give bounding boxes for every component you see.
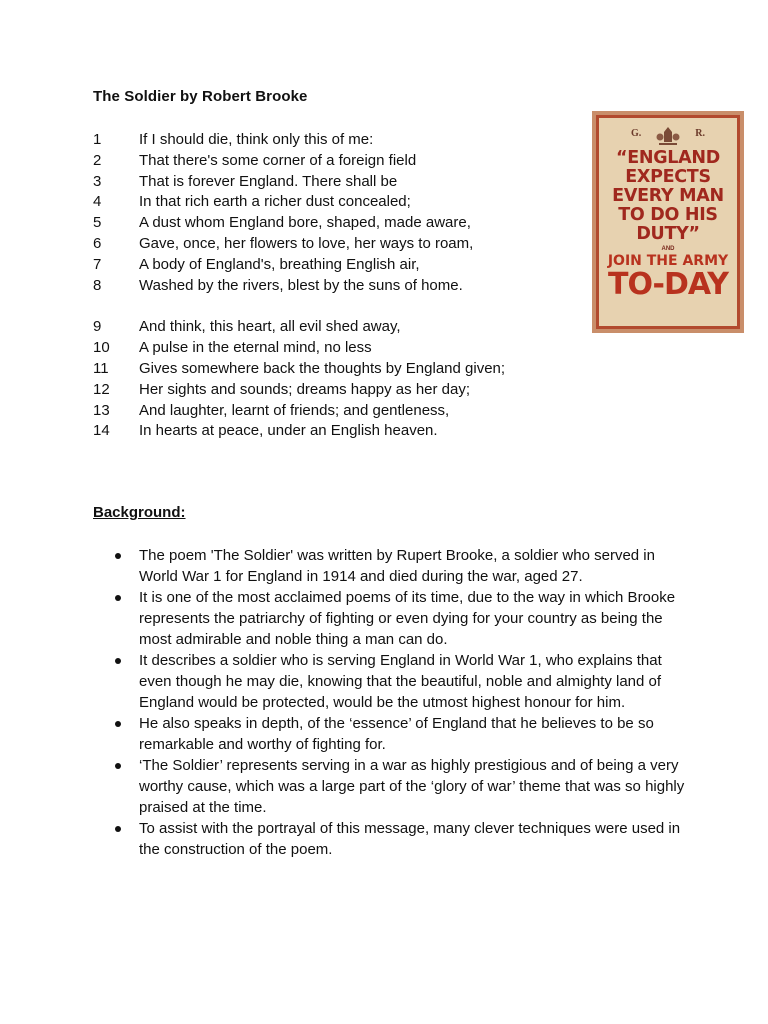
line-text: That there's some corner of a foreign field: [139, 151, 417, 169]
bullet-text: To assist with the portrayal of this message, many clever techniques were used in the construction of the poem.: [139, 820, 681, 858]
line-number: 6: [93, 234, 102, 252]
poem-title: The Soldier by Robert Brooke: [93, 88, 308, 105]
bullet-text: It is one of the most acclaimed poems of its time, due to the way in which Brooke represents the patriarchy of fighting or even dying for your country as being the most admirable and noble thing a man can do.: [139, 589, 676, 648]
line-number: 3: [93, 172, 102, 190]
line-text: Washed by the rivers, blest by the suns of home.: [139, 276, 463, 294]
list-item: [93, 818, 693, 860]
poster-slogan-line: DUTY”: [636, 224, 700, 244]
bullet-text: He also speaks in depth, of the ‘essence’ of England that he believes to be so remarkable and worthy of fighting for.: [139, 715, 654, 753]
line-text: In hearts at peace, under an English heaven.: [139, 422, 438, 440]
bullet-icon: [115, 721, 121, 727]
stanza-break: [93, 296, 563, 317]
line-text: Her sights and sounds; dreams happy as her day;: [139, 380, 471, 398]
line-number: 4: [93, 193, 102, 211]
line-text: Gives somewhere back the thoughts by England given;: [139, 359, 506, 377]
poster-slogan-line: “ENGLAND: [616, 148, 720, 168]
poem-line: [93, 401, 563, 422]
poem-line: [93, 192, 563, 213]
poster-slogan-line: EVERY MAN: [612, 186, 724, 206]
line-number: 1: [93, 131, 102, 148]
line-text: And laughter, learnt of friends; and gentleness,: [139, 401, 450, 419]
poster-slogan: [612, 149, 724, 244]
poem-line: [93, 276, 563, 297]
bullet-icon: [115, 595, 121, 601]
poem-body: [93, 130, 563, 442]
bullet-icon: [115, 553, 121, 559]
background-heading: Background:: [93, 504, 186, 521]
line-number: 12: [93, 380, 110, 398]
poster-r: R.: [695, 128, 705, 139]
line-number: 11: [93, 359, 109, 377]
line-number: 7: [93, 255, 102, 273]
poem-line: [93, 172, 563, 193]
bullet-icon: [115, 826, 121, 832]
line-number: 5: [93, 214, 102, 232]
poem-line: [93, 213, 563, 234]
poem-line: [93, 317, 563, 338]
list-item: [93, 755, 693, 818]
poster-g: G.: [631, 128, 642, 139]
line-text: If I should die, think only this of me:: [139, 131, 374, 148]
list-item: [93, 650, 693, 713]
list-item: [93, 587, 693, 650]
poster-and: AND: [661, 246, 675, 252]
poster-today: TO-DAY: [608, 267, 728, 302]
royal-crest-icon: [655, 125, 681, 147]
poem-line: [93, 151, 563, 172]
line-text: Gave, once, her flowers to love, her ways to roam,: [139, 234, 474, 252]
line-number: 14: [93, 422, 110, 440]
recruitment-poster-image: [592, 111, 744, 333]
bullet-icon: [115, 763, 121, 769]
poem-line: [93, 359, 563, 380]
background-bullet-list: [93, 545, 693, 860]
poem-line: [93, 421, 563, 442]
bullet-text: ‘The Soldier’ represents serving in a war as highly prestigious and of being a very worthy cause, which was a large part of the ‘glory of war’ theme that was so highly praised at the time.: [139, 757, 685, 816]
line-text: A dust whom England bore, shaped, made aware,: [139, 214, 471, 232]
line-number: 8: [93, 276, 102, 294]
poem-line: [93, 255, 563, 276]
poem-line: [93, 380, 563, 401]
bullet-text: It describes a soldier who is serving England in World War 1, who explains that even though he may die, knowing that the beautiful, noble and almighty land of England would be protected, would be the utmost highest honour for him.: [139, 652, 662, 711]
poster-paper: [596, 115, 740, 329]
poster-slogan-line: EXPECTS: [625, 167, 711, 187]
poem-line: [93, 130, 563, 151]
poem-line: [93, 234, 563, 255]
poster-slogan-line: TO DO HIS: [618, 205, 718, 225]
poem-line: [93, 338, 563, 359]
poster-join: JOIN THE ARMY: [607, 253, 729, 269]
line-number: 2: [93, 151, 102, 169]
line-text: That is forever England. There shall be: [139, 172, 398, 190]
bullet-icon: [115, 658, 121, 664]
line-number: 13: [93, 401, 110, 419]
line-number: 9: [93, 318, 102, 336]
line-text: A pulse in the eternal mind, no less: [139, 339, 372, 357]
list-item: [93, 713, 693, 755]
line-text: In that rich earth a richer dust concealed;: [139, 193, 411, 211]
bullet-text: The poem 'The Soldier' was written by Rupert Brooke, a soldier who served in World War 1 for England in 1914 and died during the war, aged 27.: [139, 547, 655, 585]
list-item: [93, 545, 693, 587]
line-text: And think, this heart, all evil shed away,: [139, 318, 401, 336]
line-text: A body of England's, breathing English air,: [139, 255, 420, 273]
line-number: 10: [93, 339, 110, 357]
